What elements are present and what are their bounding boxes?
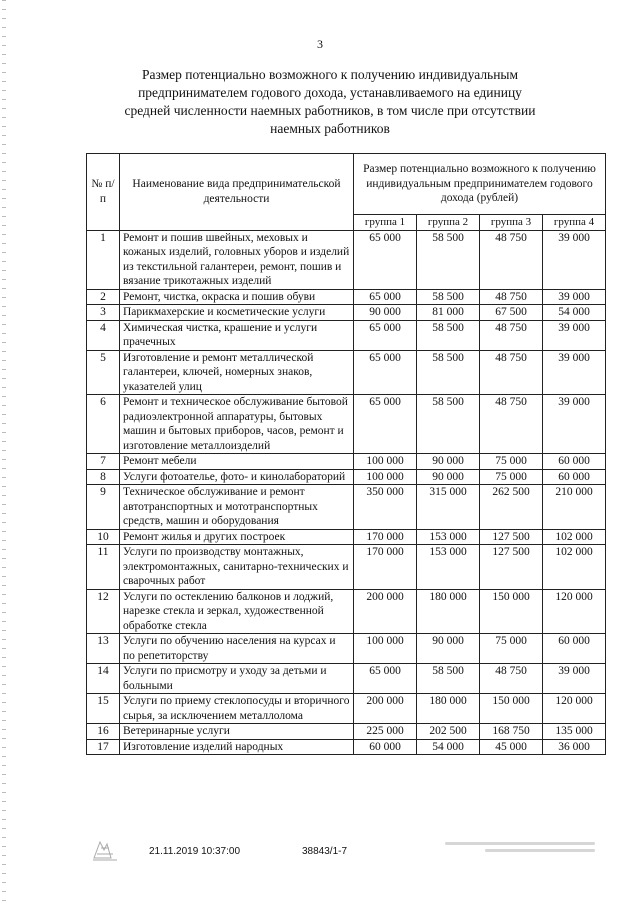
income-group-1-cell: 100 000	[354, 634, 417, 664]
income-group-3-cell: 127 500	[480, 545, 543, 590]
table-row	[87, 485, 606, 530]
income-group-2-cell: 54 000	[417, 739, 480, 755]
income-group-3-cell: 150 000	[480, 589, 543, 634]
header-group-2: группа 2	[417, 215, 480, 231]
row-number: 14	[87, 664, 120, 694]
table-row	[87, 589, 606, 634]
income-group-2-cell: 90 000	[417, 454, 480, 470]
row-number: 2	[87, 289, 120, 305]
income-group-3-cell: 48 750	[480, 350, 543, 395]
income-group-1-cell: 100 000	[354, 454, 417, 470]
header-income: Размер потенциально возможного к получению индивидуальным предпринимателем годового дохода (рублей)	[354, 154, 606, 215]
activity-name: Ремонт жилья и других построек	[120, 529, 354, 545]
income-group-2-cell: 90 000	[417, 634, 480, 664]
row-number: 17	[87, 739, 120, 755]
row-number: 9	[87, 485, 120, 530]
table-row	[87, 289, 606, 305]
footer-timestamp: 21.11.2019 10:37:00	[149, 846, 241, 857]
table-row	[87, 454, 606, 470]
income-group-4-cell: 39 000	[543, 320, 606, 350]
income-group-4-cell: 60 000	[543, 469, 606, 485]
activity-name: Изготовление и ремонт металлической галантереи, ключей, номерных знаков, указателей улиц	[120, 350, 354, 395]
row-number: 1	[87, 230, 120, 289]
income-group-1-cell: 90 000	[354, 305, 417, 321]
income-group-3-cell: 48 750	[480, 395, 543, 454]
header-group-1: группа 1	[354, 215, 417, 231]
income-group-2-cell: 58 500	[417, 289, 480, 305]
activity-name: Техническое обслуживание и ремонт автотранспортных и мототранспортных средств, машин и оборудования	[120, 485, 354, 530]
row-number: 5	[87, 350, 120, 395]
document-stamp-icon	[91, 838, 119, 862]
table-row	[87, 739, 606, 755]
income-group-4-cell: 54 000	[543, 305, 606, 321]
income-table	[86, 153, 606, 755]
income-group-3-cell: 75 000	[480, 454, 543, 470]
activity-name: Ремонт мебели	[120, 454, 354, 470]
table-row	[87, 230, 606, 289]
row-number: 4	[87, 320, 120, 350]
header-group-4: группа 4	[543, 215, 606, 231]
income-group-4-cell: 60 000	[543, 454, 606, 470]
row-number: 3	[87, 305, 120, 321]
income-group-1-cell: 100 000	[354, 469, 417, 485]
table-row	[87, 529, 606, 545]
income-group-2-cell: 58 500	[417, 320, 480, 350]
table-row	[87, 724, 606, 740]
income-group-4-cell: 210 000	[543, 485, 606, 530]
income-group-2-cell: 180 000	[417, 589, 480, 634]
income-group-2-cell: 58 500	[417, 230, 480, 289]
table-row	[87, 634, 606, 664]
income-group-4-cell: 36 000	[543, 739, 606, 755]
activity-name: Услуги по остеклению балконов и лоджий, нарезке стекла и зеркал, художественной обработке стекла	[120, 589, 354, 634]
income-group-2-cell: 202 500	[417, 724, 480, 740]
income-group-2-cell: 81 000	[417, 305, 480, 321]
income-group-3-cell: 48 750	[480, 320, 543, 350]
row-number: 8	[87, 469, 120, 485]
income-group-4-cell: 39 000	[543, 230, 606, 289]
income-group-1-cell: 200 000	[354, 589, 417, 634]
row-number: 11	[87, 545, 120, 590]
income-group-3-cell: 262 500	[480, 485, 543, 530]
income-group-1-cell: 65 000	[354, 395, 417, 454]
row-number: 12	[87, 589, 120, 634]
income-group-3-cell: 75 000	[480, 634, 543, 664]
income-group-2-cell: 153 000	[417, 529, 480, 545]
table-row	[87, 469, 606, 485]
income-group-3-cell: 75 000	[480, 469, 543, 485]
income-group-3-cell: 150 000	[480, 694, 543, 724]
header-number: № п/п	[87, 154, 120, 231]
activity-name: Ветеринарные услуги	[120, 724, 354, 740]
table-body	[87, 230, 606, 755]
table-row	[87, 350, 606, 395]
row-number: 15	[87, 694, 120, 724]
row-number: 6	[87, 395, 120, 454]
income-group-3-cell: 48 750	[480, 289, 543, 305]
activity-name: Ремонт и техническое обслуживание бытовой радиоэлектронной аппаратуры, бытовых машин и бытовых приборов, часов, ремонт и изготовление металлоизделий	[120, 395, 354, 454]
row-number: 13	[87, 634, 120, 664]
row-number: 16	[87, 724, 120, 740]
activity-name: Услуги фотоателье, фото- и кинолабораторий	[120, 469, 354, 485]
income-group-1-cell: 65 000	[354, 350, 417, 395]
activity-name: Услуги по приему стеклопосуды и вторичного сырья, за исключением металлолома	[120, 694, 354, 724]
income-group-3-cell: 48 750	[480, 664, 543, 694]
activity-name: Изготовление изделий народных	[120, 739, 354, 755]
activity-name: Парикмахерские и косметические услуги	[120, 305, 354, 321]
table-row	[87, 395, 606, 454]
income-group-4-cell: 120 000	[543, 589, 606, 634]
income-group-2-cell: 58 500	[417, 395, 480, 454]
header-group-3: группа 3	[480, 215, 543, 231]
income-group-2-cell: 58 500	[417, 664, 480, 694]
activity-name: Ремонт, чистка, окраска и пошив обуви	[120, 289, 354, 305]
income-group-2-cell: 315 000	[417, 485, 480, 530]
table-row	[87, 320, 606, 350]
table-row	[87, 694, 606, 724]
table-row	[87, 545, 606, 590]
income-group-4-cell: 39 000	[543, 289, 606, 305]
income-group-4-cell: 39 000	[543, 395, 606, 454]
income-group-1-cell: 225 000	[354, 724, 417, 740]
income-group-3-cell: 127 500	[480, 529, 543, 545]
activity-name: Ремонт и пошив швейных, меховых и кожаных изделий, головных уборов и изделий из текстильной галантереи, ремонт, пошив и вязание трикотажных изделий	[120, 230, 354, 289]
faint-watermark	[445, 842, 595, 864]
income-group-4-cell: 120 000	[543, 694, 606, 724]
income-group-2-cell: 180 000	[417, 694, 480, 724]
income-group-3-cell: 48 750	[480, 230, 543, 289]
activity-name: Услуги по производству монтажных, электромонтажных, санитарно-технических и сварочных работ	[120, 545, 354, 590]
income-group-3-cell: 67 500	[480, 305, 543, 321]
income-group-4-cell: 102 000	[543, 529, 606, 545]
income-group-4-cell: 39 000	[543, 350, 606, 395]
income-group-3-cell: 45 000	[480, 739, 543, 755]
income-group-1-cell: 200 000	[354, 694, 417, 724]
table-row	[87, 305, 606, 321]
row-number: 10	[87, 529, 120, 545]
activity-name: Услуги по присмотру и уходу за детьми и больными	[120, 664, 354, 694]
income-group-1-cell: 60 000	[354, 739, 417, 755]
scan-edge-marks	[2, 0, 6, 905]
header-activity: Наименование вида предпринимательской деятельности	[120, 154, 354, 231]
income-group-1-cell: 65 000	[354, 230, 417, 289]
document-title: Размер потенциально возможного к получению индивидуальным предпринимателем годового дохода, устанавливаемого на единицу средней численности наемных работников, в том числе при отсутствии наемных работников	[124, 67, 536, 136]
row-number: 7	[87, 454, 120, 470]
income-group-2-cell: 153 000	[417, 545, 480, 590]
activity-name: Услуги по обучению населения на курсах и по репетиторству	[120, 634, 354, 664]
income-group-3-cell: 168 750	[480, 724, 543, 740]
income-group-1-cell: 65 000	[354, 289, 417, 305]
income-group-1-cell: 65 000	[354, 320, 417, 350]
income-group-4-cell: 60 000	[543, 634, 606, 664]
income-group-4-cell: 135 000	[543, 724, 606, 740]
income-group-4-cell: 39 000	[543, 664, 606, 694]
income-group-2-cell: 58 500	[417, 350, 480, 395]
income-group-1-cell: 170 000	[354, 529, 417, 545]
table-row	[87, 664, 606, 694]
income-group-4-cell: 102 000	[543, 545, 606, 590]
income-group-2-cell: 90 000	[417, 469, 480, 485]
income-group-1-cell: 170 000	[354, 545, 417, 590]
income-group-1-cell: 65 000	[354, 664, 417, 694]
income-group-1-cell: 350 000	[354, 485, 417, 530]
footer-document-code: 38843/1-7	[302, 846, 348, 857]
activity-name: Химическая чистка, крашение и услуги прачечных	[120, 320, 354, 350]
page-number: 3	[317, 37, 323, 51]
